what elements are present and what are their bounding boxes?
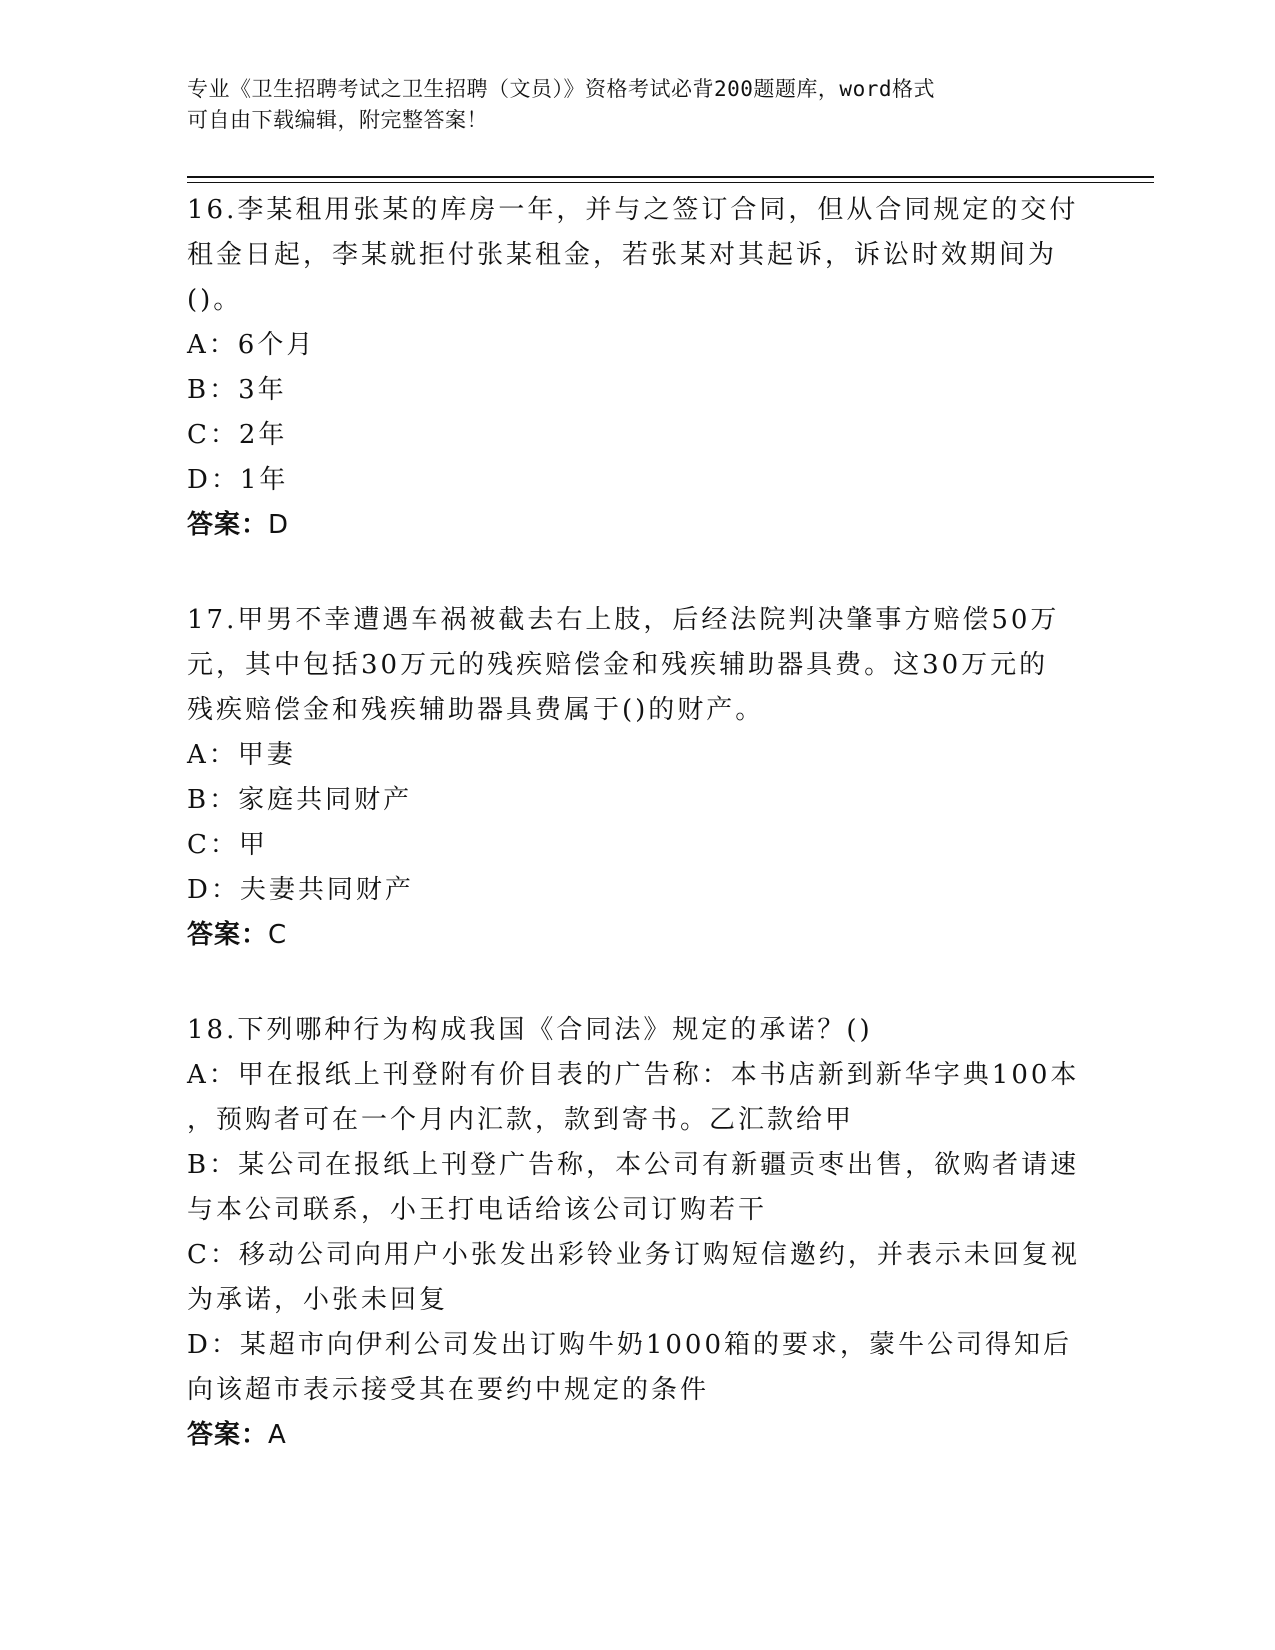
question-stem-line: ()。 bbox=[187, 285, 243, 315]
option-b: B：某公司在报纸上刊登广告称，本公司有新疆贡枣出售，欲购者请速 bbox=[187, 1150, 1080, 1180]
answer-line bbox=[187, 503, 1087, 548]
option-d: D：1年 bbox=[187, 465, 289, 495]
question-stem-line: 16.李某租用张某的库房一年，并与之签订合同，但从合同规定的交付 bbox=[187, 195, 1079, 225]
option-a-continued: ，预购者可在一个月内汇款，款到寄书。乙汇款给甲 bbox=[187, 1105, 855, 1135]
header-line-1: 专业《卫生招聘考试之卫生招聘（文员）》资格考试必背200题题库，word格式 bbox=[187, 77, 935, 101]
answer-label: 答案： bbox=[187, 920, 269, 950]
header-line-2: 可自由下载编辑，附完整答案！ bbox=[187, 108, 488, 132]
document-header bbox=[187, 74, 1067, 136]
option-a: A：6个月 bbox=[187, 330, 316, 360]
answer-label: 答案： bbox=[187, 1420, 269, 1450]
option-c: C：甲 bbox=[187, 830, 268, 860]
option-d: D：夫妻共同财产 bbox=[187, 875, 414, 905]
option-c: C：2年 bbox=[187, 420, 288, 450]
option-d: D：某超市向伊利公司发出订购牛奶1000箱的要求，蒙牛公司得知后 bbox=[187, 1330, 1073, 1360]
answer-value: D bbox=[268, 510, 290, 540]
option-b: B：家庭共同财产 bbox=[187, 785, 413, 815]
answer-line bbox=[187, 913, 1087, 958]
question-stem-line: 元，其中包括30万元的残疾赔偿金和残疾辅助器具费。这30万元的 bbox=[187, 650, 1049, 680]
option-b-continued: 与本公司联系，小王打电话给该公司订购若干 bbox=[187, 1195, 768, 1225]
question-17 bbox=[187, 598, 1087, 958]
header-divider-thin bbox=[187, 182, 1154, 183]
question-stem-line: 18.下列哪种行为构成我国《合同法》规定的承诺？() bbox=[187, 1015, 873, 1045]
question-stem-line: 17.甲男不幸遭遇车祸被截去右上肢，后经法院判决肇事方赔偿50万 bbox=[187, 605, 1060, 635]
answer-value: C bbox=[268, 920, 288, 950]
option-a: A：甲妻 bbox=[187, 740, 296, 770]
option-c: C：移动公司向用户小张发出彩铃业务订购短信邀约，并表示未回复视 bbox=[187, 1240, 1080, 1270]
answer-line bbox=[187, 1413, 1087, 1458]
answer-value: A bbox=[268, 1420, 287, 1450]
question-18 bbox=[187, 1008, 1087, 1458]
option-d-continued: 向该超市表示接受其在要约中规定的条件 bbox=[187, 1375, 710, 1405]
option-b: B：3年 bbox=[187, 375, 287, 405]
question-stem-line: 残疾赔偿金和残疾辅助器具费属于()的财产。 bbox=[187, 695, 765, 725]
header-divider-thick bbox=[187, 176, 1154, 178]
question-stem-line: 租金日起，李某就拒付张某租金，若张某对其起诉，诉讼时效期间为 bbox=[187, 240, 1058, 270]
question-16 bbox=[187, 188, 1087, 548]
option-c-continued: 为承诺，小张未回复 bbox=[187, 1285, 449, 1315]
option-a: A：甲在报纸上刊登附有价目表的广告称：本书店新到新华字典100本 bbox=[187, 1060, 1080, 1090]
answer-label: 答案： bbox=[187, 510, 269, 540]
